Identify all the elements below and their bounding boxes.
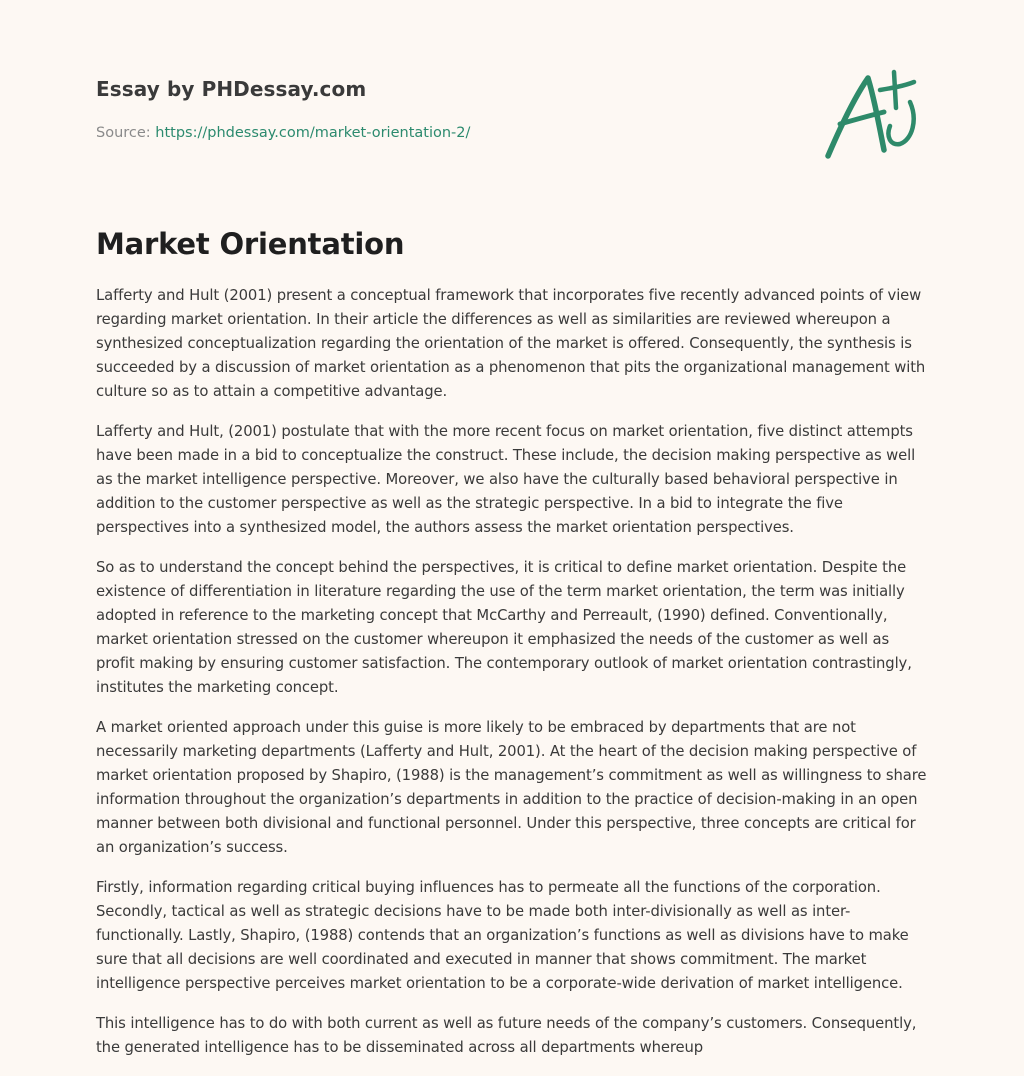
source-line (96, 124, 470, 142)
site-brand: Essay by PHDessay.com (96, 77, 367, 101)
source-link[interactable]: https://phdessay.com/market-orientation-2/ (155, 125, 471, 141)
paragraph: Firstly, information regarding critical buying influences has to permeate all the functions of the corporation. Secondly, tactical as well as strategic decisions have to be made both inter-divisionally as well as inter-functionally. Lastly, Shapiro, (1988) contends that an organization’s functions as well as divisions have to make sure that all decisions are well coordinated and executed in manner that shows commitment. The market intelligence perspective perceives market orientation to be a corporate-wide derivation of market intelligence. (96, 879, 909, 992)
paragraph: So as to understand the concept behind the perspectives, it is critical to define market orientation. Despite the existence of differentiation in literature regarding the use of the term market orientation, the term was initially adopted in reference to the marketing concept that McCarthy and Perreault, (1990) defined. Conventionally, market orientation stressed on the customer whereupon it emphasized the needs of the customer as well as profit making by ensuring customer satisfaction. The contemporary outlook of market orientation contrastingly, institutes the marketing concept. (96, 559, 912, 696)
paragraph: This intelligence has to do with both current as well as future needs of the company’s customers. Consequently, the generated intelligence has to be disseminated across all departments whereup (96, 1015, 917, 1056)
paragraph: Lafferty and Hult (2001) present a conceptual framework that incorporates five recently advanced points of view regarding market orientation. In their article the differences as well as similarities are reviewed whereupon a synthesized conceptualization regarding the orientation of the market is offered. Consequently, the synthesis is succeeded by a discussion of market orientation as a phenomenon that pits the organizational management with culture so as to attain a competitive advantage. (96, 287, 926, 400)
a-plus-logo (820, 68, 924, 164)
page-header (96, 74, 928, 174)
source-label: Source: (96, 125, 151, 141)
essay-body (96, 284, 932, 1076)
paragraph: A market oriented approach under this guise is more likely to be embraced by departments that are not necessarily marketing departments (Lafferty and Hult, 2001). At the heart of the decision making perspective of market orientation proposed by Shapiro, (1988) is the management’s commitment as well as willingness to share information throughout the organization’s departments in addition to the practice of decision-making in an open manner between both divisional and functional personnel. Under this perspective, three concepts are critical for an organization’s success. (96, 719, 927, 856)
paragraph: Lafferty and Hult, (2001) postulate that with the more recent focus on market orientation, five distinct attempts have been made in a bid to conceptualize the construct. These include, the decision making perspective as well as the market intelligence perspective. Moreover, we also have the culturally based behavioral perspective in addition to the customer perspective as well as the strategic perspective. In a bid to integrate the five perspectives into a synthesized model, the authors assess the market orientation perspectives. (96, 423, 916, 536)
essay-title: Market Orientation (96, 227, 405, 261)
